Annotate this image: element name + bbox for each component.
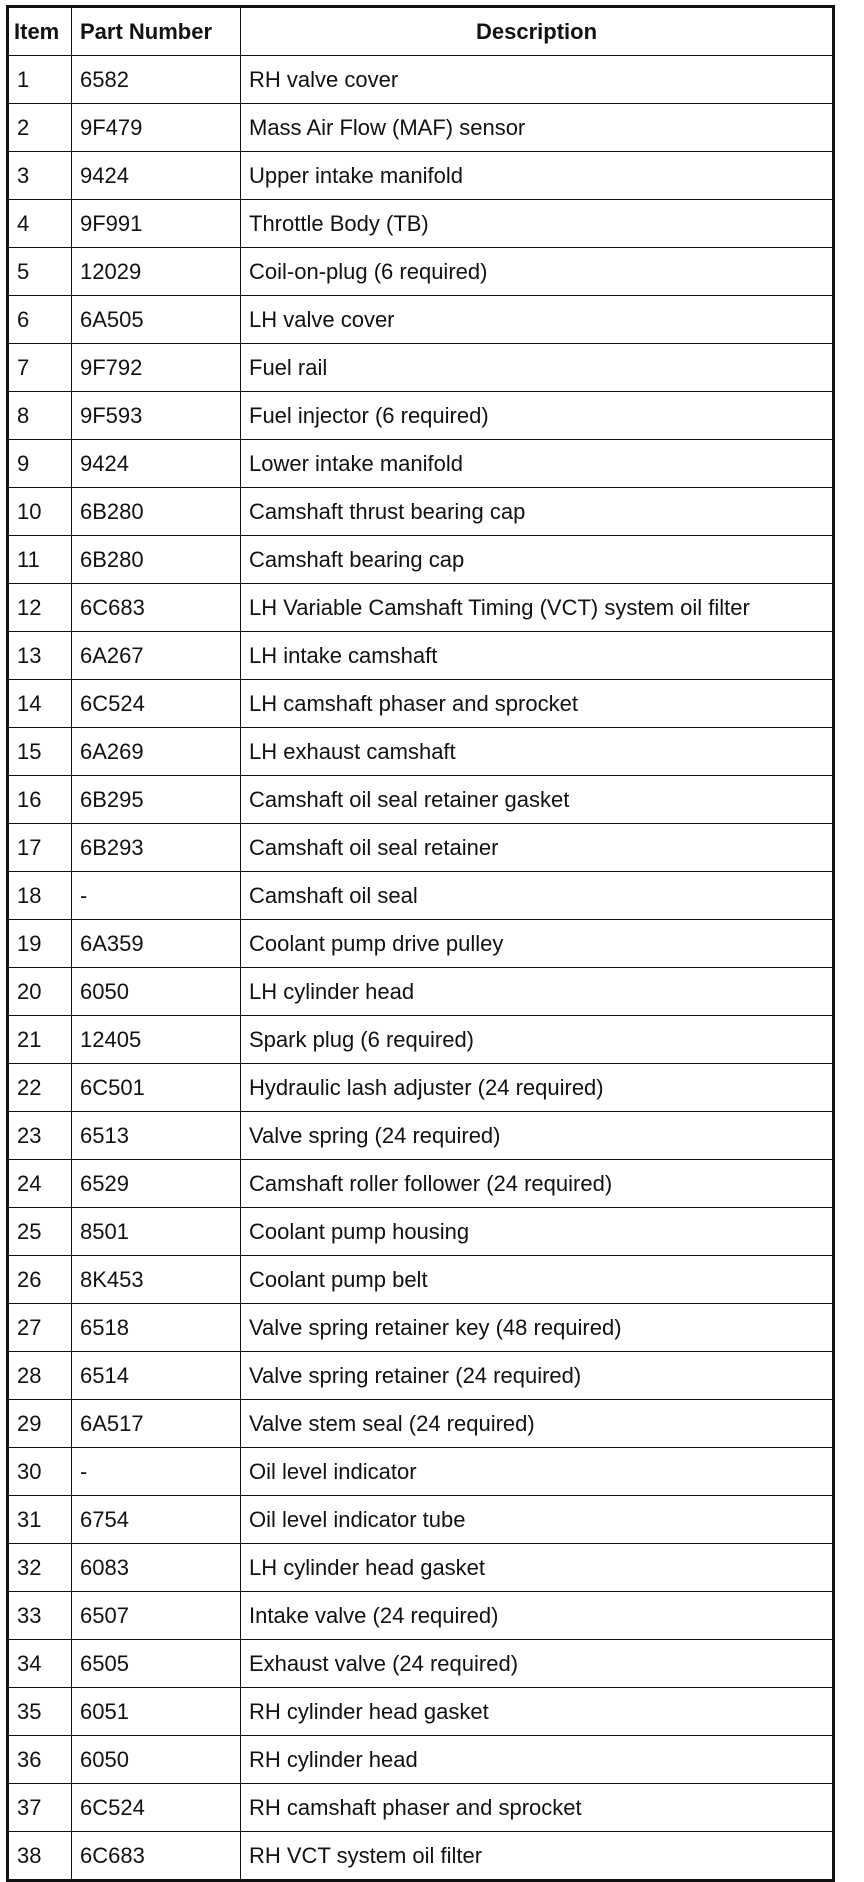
description-cell: Coil-on-plug (6 required) (241, 248, 834, 296)
part-number-cell: 6B295 (72, 776, 241, 824)
description-cell: LH camshaft phaser and sprocket (241, 680, 834, 728)
item-cell: 19 (8, 920, 72, 968)
description-cell: RH camshaft phaser and sprocket (241, 1784, 834, 1832)
table-row (8, 1256, 834, 1304)
table-row (8, 824, 834, 872)
table-row (8, 1640, 834, 1688)
item-cell: 13 (8, 632, 72, 680)
description-cell: Camshaft thrust bearing cap (241, 488, 834, 536)
item-cell: 15 (8, 728, 72, 776)
item-cell: 23 (8, 1112, 72, 1160)
item-cell: 29 (8, 1400, 72, 1448)
item-cell: 28 (8, 1352, 72, 1400)
table-row (8, 1544, 834, 1592)
description-cell: Coolant pump belt (241, 1256, 834, 1304)
description-cell: Camshaft bearing cap (241, 536, 834, 584)
part-number-cell: - (72, 872, 241, 920)
part-number-cell: 6518 (72, 1304, 241, 1352)
item-cell: 10 (8, 488, 72, 536)
item-cell: 32 (8, 1544, 72, 1592)
description-cell: Coolant pump housing (241, 1208, 834, 1256)
item-cell: 24 (8, 1160, 72, 1208)
table-row (8, 1064, 834, 1112)
part-number-cell: 6C683 (72, 584, 241, 632)
description-cell: Oil level indicator (241, 1448, 834, 1496)
description-cell: LH intake camshaft (241, 632, 834, 680)
item-cell: 6 (8, 296, 72, 344)
item-cell: 16 (8, 776, 72, 824)
part-number-cell: 6051 (72, 1688, 241, 1736)
description-cell: Mass Air Flow (MAF) sensor (241, 104, 834, 152)
description-cell: LH cylinder head (241, 968, 834, 1016)
part-number-cell: 6B293 (72, 824, 241, 872)
table-row (8, 1112, 834, 1160)
header-row (8, 7, 834, 56)
description-cell: Hydraulic lash adjuster (24 required) (241, 1064, 834, 1112)
table-row (8, 1784, 834, 1832)
item-cell: 7 (8, 344, 72, 392)
table-row (8, 1208, 834, 1256)
table-row (8, 1016, 834, 1064)
table-row (8, 584, 834, 632)
item-cell: 18 (8, 872, 72, 920)
parts-table (6, 5, 835, 1882)
part-number-cell: 8K453 (72, 1256, 241, 1304)
table-row (8, 1304, 834, 1352)
table-row (8, 440, 834, 488)
table-row (8, 1400, 834, 1448)
description-cell: Camshaft oil seal retainer (241, 824, 834, 872)
description-cell: LH valve cover (241, 296, 834, 344)
item-cell: 8 (8, 392, 72, 440)
column-header-part-number: Part Number (72, 7, 241, 56)
part-number-cell: 9F479 (72, 104, 241, 152)
table-body (8, 56, 834, 1881)
description-cell: LH cylinder head gasket (241, 1544, 834, 1592)
part-number-cell: 6A517 (72, 1400, 241, 1448)
item-cell: 12 (8, 584, 72, 632)
description-cell: RH valve cover (241, 56, 834, 104)
table-row (8, 728, 834, 776)
part-number-cell: 6A269 (72, 728, 241, 776)
description-cell: Spark plug (6 required) (241, 1016, 834, 1064)
part-number-cell: 6050 (72, 1736, 241, 1784)
part-number-cell: 6C683 (72, 1832, 241, 1881)
item-cell: 35 (8, 1688, 72, 1736)
table-row (8, 1448, 834, 1496)
description-cell: Valve spring (24 required) (241, 1112, 834, 1160)
description-cell: LH exhaust camshaft (241, 728, 834, 776)
description-cell: Valve stem seal (24 required) (241, 1400, 834, 1448)
description-cell: Valve spring retainer key (48 required) (241, 1304, 834, 1352)
item-cell: 20 (8, 968, 72, 1016)
description-cell: Intake valve (24 required) (241, 1592, 834, 1640)
part-number-cell: 6A505 (72, 296, 241, 344)
description-cell: RH cylinder head gasket (241, 1688, 834, 1736)
description-cell: Valve spring retainer (24 required) (241, 1352, 834, 1400)
description-cell: Camshaft roller follower (24 required) (241, 1160, 834, 1208)
description-cell: Camshaft oil seal (241, 872, 834, 920)
item-cell: 4 (8, 200, 72, 248)
item-cell: 37 (8, 1784, 72, 1832)
part-number-cell: 6C524 (72, 1784, 241, 1832)
description-cell: Coolant pump drive pulley (241, 920, 834, 968)
description-cell: Fuel injector (6 required) (241, 392, 834, 440)
table-row (8, 104, 834, 152)
part-number-cell: 6B280 (72, 536, 241, 584)
table-row (8, 248, 834, 296)
part-number-cell: 6C501 (72, 1064, 241, 1112)
part-number-cell: 6B280 (72, 488, 241, 536)
table-row (8, 392, 834, 440)
table-row (8, 632, 834, 680)
part-number-cell: 9F593 (72, 392, 241, 440)
item-cell: 2 (8, 104, 72, 152)
part-number-cell: 6A267 (72, 632, 241, 680)
item-cell: 9 (8, 440, 72, 488)
part-number-cell: 9424 (72, 440, 241, 488)
item-cell: 33 (8, 1592, 72, 1640)
description-cell: Camshaft oil seal retainer gasket (241, 776, 834, 824)
part-number-cell: 9F792 (72, 344, 241, 392)
table-row (8, 1160, 834, 1208)
table-row (8, 1736, 834, 1784)
item-cell: 38 (8, 1832, 72, 1881)
part-number-cell: 12029 (72, 248, 241, 296)
table-row (8, 296, 834, 344)
part-number-cell: 6A359 (72, 920, 241, 968)
part-number-cell: 6C524 (72, 680, 241, 728)
table-row (8, 152, 834, 200)
description-cell: Fuel rail (241, 344, 834, 392)
column-header-item: Item (8, 7, 72, 56)
description-cell: Exhaust valve (24 required) (241, 1640, 834, 1688)
table-row (8, 536, 834, 584)
part-number-cell: 9F991 (72, 200, 241, 248)
table-row (8, 872, 834, 920)
description-cell: Oil level indicator tube (241, 1496, 834, 1544)
item-cell: 5 (8, 248, 72, 296)
table-row (8, 1496, 834, 1544)
item-cell: 27 (8, 1304, 72, 1352)
table-row (8, 56, 834, 104)
table-row (8, 1688, 834, 1736)
item-cell: 1 (8, 56, 72, 104)
part-number-cell: 12405 (72, 1016, 241, 1064)
item-cell: 22 (8, 1064, 72, 1112)
part-number-cell: 6505 (72, 1640, 241, 1688)
item-cell: 26 (8, 1256, 72, 1304)
part-number-cell: 6582 (72, 56, 241, 104)
table-row (8, 344, 834, 392)
description-cell: Lower intake manifold (241, 440, 834, 488)
table-row (8, 680, 834, 728)
item-cell: 14 (8, 680, 72, 728)
part-number-cell: 6513 (72, 1112, 241, 1160)
part-number-cell: 6083 (72, 1544, 241, 1592)
description-cell: Throttle Body (TB) (241, 200, 834, 248)
column-header-description: Description (241, 7, 834, 56)
description-cell: RH cylinder head (241, 1736, 834, 1784)
item-cell: 30 (8, 1448, 72, 1496)
table-row (8, 488, 834, 536)
item-cell: 31 (8, 1496, 72, 1544)
part-number-cell: 6050 (72, 968, 241, 1016)
part-number-cell: 6514 (72, 1352, 241, 1400)
description-cell: Upper intake manifold (241, 152, 834, 200)
item-cell: 34 (8, 1640, 72, 1688)
table-row (8, 776, 834, 824)
table-header (8, 7, 834, 56)
part-number-cell: 9424 (72, 152, 241, 200)
table-row (8, 1592, 834, 1640)
part-number-cell: - (72, 1448, 241, 1496)
table-row (8, 968, 834, 1016)
part-number-cell: 6529 (72, 1160, 241, 1208)
part-number-cell: 8501 (72, 1208, 241, 1256)
part-number-cell: 6754 (72, 1496, 241, 1544)
item-cell: 21 (8, 1016, 72, 1064)
description-cell: RH VCT system oil filter (241, 1832, 834, 1881)
table-row (8, 1832, 834, 1881)
item-cell: 17 (8, 824, 72, 872)
description-cell: LH Variable Camshaft Timing (VCT) system oil filter (241, 584, 834, 632)
item-cell: 36 (8, 1736, 72, 1784)
table-row (8, 920, 834, 968)
part-number-cell: 6507 (72, 1592, 241, 1640)
item-cell: 11 (8, 536, 72, 584)
item-cell: 25 (8, 1208, 72, 1256)
item-cell: 3 (8, 152, 72, 200)
table-row (8, 200, 834, 248)
table-row (8, 1352, 834, 1400)
